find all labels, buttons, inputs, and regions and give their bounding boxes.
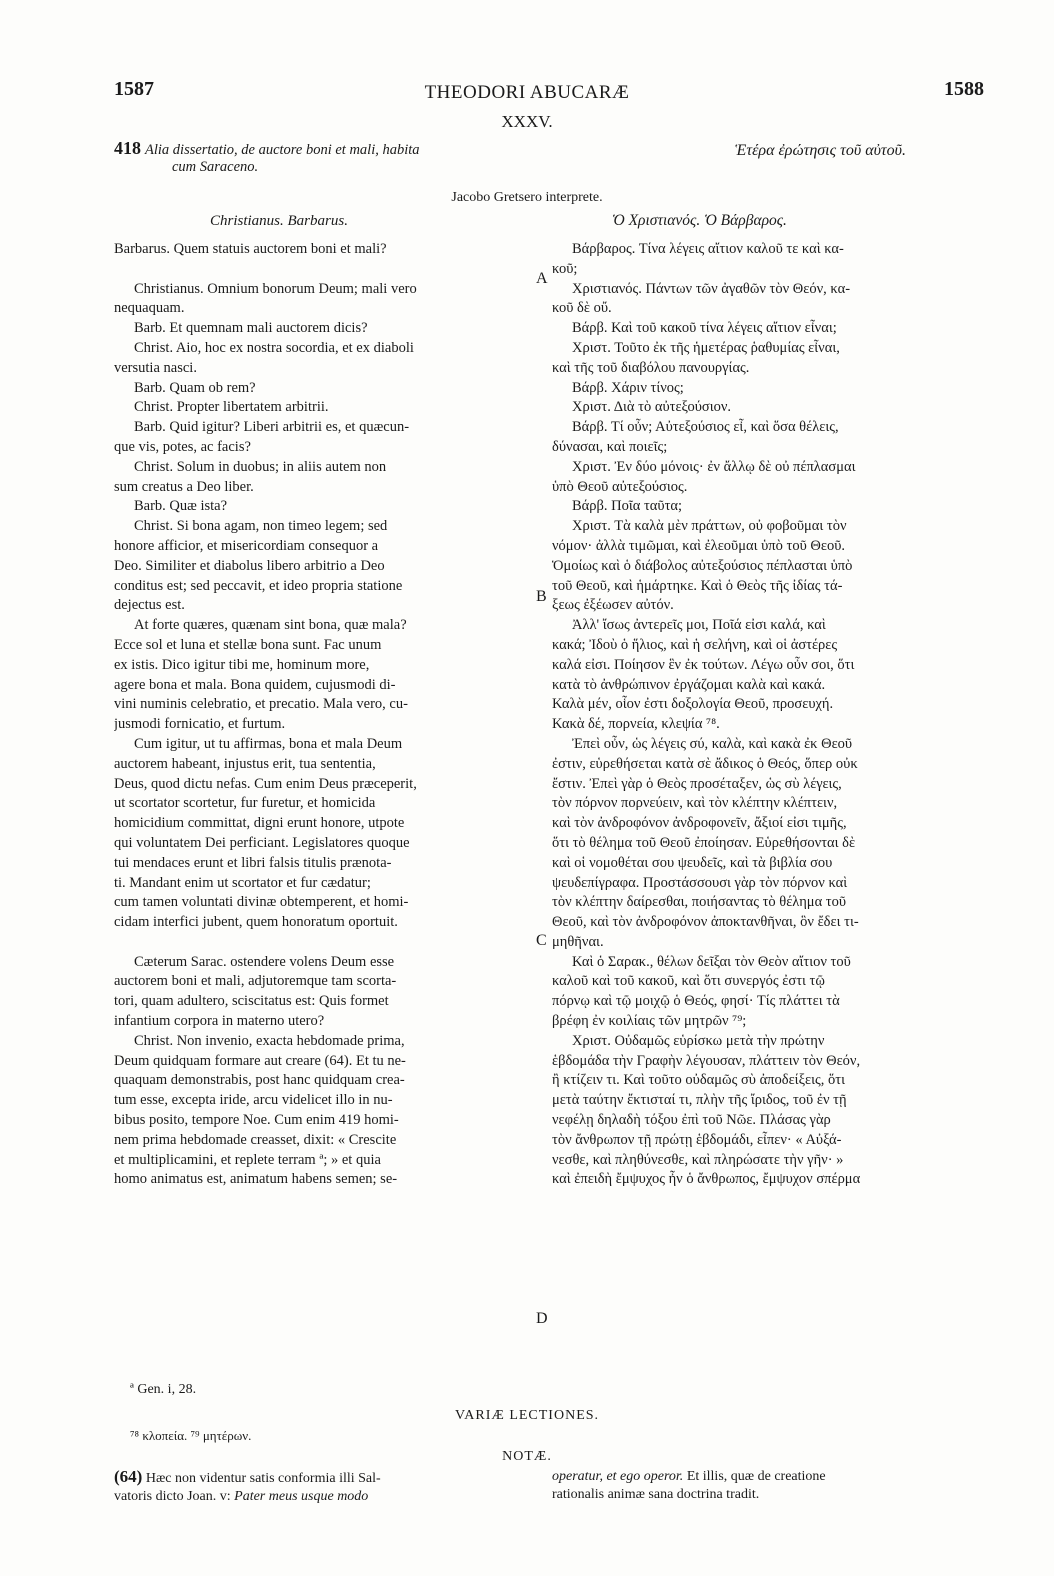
latin-text-line: ut scortator scortetur, fur furetur, et homicida [114, 795, 376, 812]
greek-text-line: κατὰ τὸ ἀνθρώπινον ἐργάζομαι καλὰ καὶ κακά. [552, 676, 826, 693]
greek-text-line: νόμον· ἀλλὰ τιμῶμαι, καὶ ἐλεοῦμαι ὑπὸ τοῦ Θεοῦ. [552, 537, 845, 554]
latin-text-line: Christ. Solum in duobus; in aliis autem non [134, 458, 387, 475]
greek-text-line: τὸν κλέπτην δαίρεσθαι, ποιήσαντας τὸ θέλημα τοῦ [552, 894, 847, 911]
latin-text-line: jusmodi fornicatio, et furtum. [114, 716, 286, 733]
greek-text-line: νεσθε, καὶ πληθύνεσθε, καὶ πληρώσατε τὴν γῆν· » [552, 1151, 844, 1168]
greek-text-line: ξεως ἐξέωσεν αὐτόν. [552, 597, 674, 614]
greek-text-line: ἐστιν, εὑρεθήσεται κατὰ σὲ ἄδικος ὁ Θεός, ὅπερ οὐκ [552, 755, 858, 772]
margin-letter-c: C [536, 932, 547, 949]
note-text-1: Hæc non videntur satis conformia illi Sal- [145, 1471, 381, 1486]
footnote: ª Gen. i, 28. [130, 1382, 197, 1397]
margin-letter-b: B [536, 588, 547, 605]
greek-text-line: ψευδεπίγραφα. Προστάσσουσι γὰρ τὸν πόρνον καὶ [552, 874, 848, 891]
margin-letter-d: D [536, 1310, 548, 1327]
latin-text-line: nequaquam. [114, 300, 185, 317]
note-text-4: rationalis animæ sana doctrina tradit. [552, 1487, 760, 1502]
latin-text-line: nem prima hebdomade creasset, dixit: « Crescite [114, 1131, 397, 1148]
latin-text-line: Christianus. Omnium bonorum Deum; mali vero [134, 280, 417, 297]
greek-text-line: Καὶ ὁ Σαρακ., θέλων δεῖξαι τὸν Θεὸν αἴτιον τοῦ [572, 953, 851, 970]
latin-text-line [114, 260, 532, 280]
note-text-2: vatoris dicto Joan. v: [114, 1489, 235, 1504]
greek-text-line: δύνασαι, καὶ ποιεῖς; [552, 438, 668, 455]
greek-text-line: ὑπὸ Θεοῦ αὐτεξούσιος. [552, 478, 688, 495]
latin-text-line: Christ. Non invenio, exacta hebdomade prima, [134, 1032, 405, 1049]
greek-text-line: μηθῆναι. [552, 933, 604, 950]
greek-text-line: καὶ οἱ νομοθέται σου ψευδεῖς, καὶ τὰ βιβλία σου [552, 854, 833, 871]
latin-text-line: cidam interfici jubent, quem honoratum oportuit. [114, 914, 398, 931]
greek-text-line: Χριστ. Τοῦτο ἐκ τῆς ἡμετέρας ῥαθυμίας εἶναι, [572, 339, 840, 356]
notae-title: NOTÆ. [502, 1449, 552, 1464]
greek-text-line: καὶ τῆς τοῦ διαβόλου πανουργίας. [552, 359, 750, 376]
latin-text-line: Christ. Aio, hoc ex nostra socordia, et ex diaboli [134, 339, 414, 356]
latin-text-line: infantium corpora in materno utero? [114, 1013, 325, 1030]
latin-text-line: agere bona et mala. Bona quidem, cujusmodi di- [114, 676, 396, 693]
latin-text-line: sum creatus a Deo liber. [114, 478, 254, 495]
greek-text-line: Χριστ. Ἐν δύο μόνοις· ἐν ἄλλῳ δὲ οὐ πέπλασμαι [572, 458, 856, 475]
greek-text-line: Βάρβ. Καὶ τοῦ κακοῦ τίνα λέγεις αἴτιον εἶναι; [572, 320, 837, 337]
note-text-3: Et illis, quæ de creatione [683, 1469, 826, 1484]
greek-text-line: βρέφη ἐν κοιλίαις τῶν μητρῶν ⁷⁹; [552, 1013, 747, 1030]
latin-text-line: homo animatus est, animatum habens semen; se- [114, 1171, 398, 1188]
latin-text-line: cum tamen voluntati divinæ obtemperent, et homi- [114, 894, 409, 911]
latin-text-line: tum esse, excepta iride, arcu videlicet illo in nu- [114, 1092, 393, 1109]
note-quote-1: Pater meus usque modo [234, 1489, 369, 1504]
latin-text-line: conditus est; sed peccavit, et ideo propria statione [114, 577, 403, 594]
greek-text-line: Χριστ. Τὰ καλὰ μὲν πράττων, οὐ φοβοῦμαι τὸν [572, 518, 847, 535]
latin-text-line: tui mendaces erunt et libri falsis titulis prænota- [114, 854, 392, 871]
greek-text-line: Κακὰ δέ, πορνεία, κλεψία ⁷⁸. [552, 716, 720, 733]
greek-text-line: Χριστ. Διὰ τὸ αὐτεξούσιον. [572, 399, 732, 416]
latin-text-line: Deus, quod dictu nefas. Cum enim Deus præceperit, [114, 775, 417, 792]
greek-text-line: κακά; Ἰδοὺ ὁ ἥλιος, καὶ ἡ σελήνη, καὶ οἱ ἀστέρες [552, 636, 838, 653]
running-header [0, 78, 1054, 108]
latin-subtitle [114, 140, 532, 176]
latin-text-line: qui voluntatem Dei perficiant. Legislatores quoque [114, 834, 410, 851]
greek-subtitle: Ἑτέρα ἐρώτησις τοῦ αὐτοῦ. [735, 142, 906, 159]
greek-text-line: Βάρβαρος. Τίνα λέγεις αἴτιον καλοῦ τε καὶ κα- [572, 241, 844, 257]
latin-text-line: Christ. Si bona agam, non timeo legem; sed [134, 518, 388, 535]
greek-text-line: τὸν πόρνον πορνεύειν, καὶ τὸν κλέπτην κλέπτειν, [552, 795, 838, 812]
greek-text-line: ἔστιν. Ἐπεὶ γὰρ ὁ Θεὸς προσέταξεν, ὡς σὺ λέγεις, [552, 775, 842, 792]
greek-text-line: καὶ ἐπειδὴ ἔμψυχος ἦν ὁ ἄνθρωπος, ἔμψυχον σπέρμα [552, 1171, 861, 1188]
latin-speakers: Christianus. Barbarus. [210, 213, 348, 229]
greek-column [552, 240, 966, 1190]
greek-text-line: ἑβδομάδα τὴν Γραφὴν λέγουσαν, πλάττειν τὸν Θεόν, [552, 1052, 861, 1069]
greek-text-line: Χριστιανός. Πάντων τῶν ἀγαθῶν τὸν Θεόν, κα- [572, 280, 851, 297]
latin-text-line: ti. Mandant enim ut scortator et fur cædatur; [114, 874, 371, 891]
latin-text-line: ex istis. Dico igitur tibi me, hominum more, [114, 656, 370, 673]
greek-text-line: κοῦ; [552, 260, 578, 277]
latin-text-line: Christ. Propter libertatem arbitrii. [134, 399, 329, 416]
latin-text-line: Cum igitur, ut tu affirmas, bona et mala Deum [134, 735, 403, 752]
margin-letter-a: A [536, 270, 548, 287]
latin-text-line [114, 933, 532, 953]
greek-speakers: Ὁ Χριστιανός. Ὁ Βάρβαρος. [612, 212, 787, 229]
greek-text-line: ὅτι τὸ θέλημα τοῦ Θεοῦ ἐποίησαν. Εὑρεθήσονται δὲ [552, 834, 856, 851]
note-marker: (64) [114, 1467, 143, 1486]
latin-column [114, 240, 532, 1190]
interpreter-line: Jacobo Gretsero interprete. [451, 190, 603, 205]
latin-text-line: dejectus est. [114, 597, 185, 614]
latin-text-line: Cæterum Sarac. ostendere volens Deum esse [134, 953, 395, 970]
greek-text-line: καλά εἰσι. Ποίησον ἓν ἐκ τούτων. Λέγω οὖν σοι, ὅτι [552, 656, 855, 673]
latin-text-line: Barb. Quam ob rem? [134, 379, 256, 396]
note-right [552, 1468, 966, 1504]
latin-text-line: homicidium committat, digni erunt honore, utpote [114, 815, 405, 832]
latin-text-line: Barb. Quid igitur? Liberi arbitrii es, et quæcun- [134, 419, 410, 436]
greek-text-line: Βάρβ. Χάριν τίνος; [572, 379, 684, 396]
greek-text-line: κοῦ δὲ οὔ. [552, 300, 612, 317]
page-number-left: 1587 [114, 78, 154, 100]
greek-text-line: Ἐπεὶ οὖν, ὡς λέγεις σύ, καλὰ, καὶ κακὰ ἐκ Θεοῦ [572, 735, 853, 752]
greek-text-line: νεφέλῃ δηλαδὴ τόξου ἐπὶ τοῦ Νῶε. Πλάσας γὰρ [552, 1112, 831, 1129]
variae-lectiones-title: VARIÆ LECTIONES. [454, 1408, 600, 1423]
latin-text-line: et multiplicamini, et replete terram ª; » et quia [114, 1151, 381, 1168]
greek-text-line: καλοῦ καὶ τοῦ κακοῦ, καὶ ὅτι συνεργός ἐστι τῷ [552, 973, 825, 990]
note-quote-2: operatur, et ego operor. [552, 1469, 684, 1484]
running-title: THEODORI ABUCARÆ [424, 82, 630, 103]
variae-lectiones-text: ⁷⁸ κλοπεία. ⁷⁹ μητέρων. [130, 1428, 252, 1443]
greek-text-line: ἢ κτίζειν τι. Καὶ τοῦτο οὐδαμῶς σὺ ἀποδείξεις, ὅτι [552, 1072, 845, 1089]
latin-text-line: vini numinis celebratio, et precatio. Mala vero, cu- [114, 696, 408, 713]
greek-text-line: Χριστ. Οὐδαμῶς εὑρίσκω μετὰ τὴν πρώτην [572, 1032, 825, 1049]
latin-text-line: Barb. Et quemnam mali auctorem dicis? [134, 320, 368, 337]
section-number: XXXV. [501, 112, 553, 131]
greek-text-line: Καλὰ μέν, οἷον ἐστι δοξολογία Θεοῦ, προσευχή. [552, 696, 834, 713]
latin-text-line: honore afficior, et misericordiam consequor a [114, 537, 379, 554]
greek-text-line: τὸν ἄνθρωπον τῇ πρώτῃ ἑβδομάδι, εἶπεν· « Αὐξά- [552, 1131, 842, 1148]
latin-subtitle-line1: Alia dissertatio, de auctore boni et mali, habita [145, 142, 420, 158]
greek-text-line: Ὁμοίως καὶ ὁ διάβολος αὐτεξούσιος πέπλασται ὑπὸ [552, 557, 853, 574]
latin-text-line: Barbarus. Quem statuis auctorem boni et mali? [114, 241, 387, 257]
greek-text-line: Βάρβ. Τί οὖν; Αὐτεξούσιος εἶ, καὶ ὅσα θέλεις, [572, 419, 839, 436]
greek-text-line: Ἀλλ' ἴσως ἀντερεῖς μοι, Ποῖά εἰσι καλά, καὶ [572, 617, 826, 634]
greek-text-line: τοῦ Θεοῦ, καὶ ἡμάρτηκε. Καὶ ὁ Θεὸς τῆς ἰδίας τά- [552, 577, 843, 594]
greek-text-line: καὶ τὸν ἀνδροφόνον ἀνδροφονεῖν, ἄξιοί εἰσι τιμῆς, [552, 815, 847, 832]
latin-text-line: Deo. Similiter et diabolus libero arbitrio a Deo [114, 557, 385, 574]
latin-text-line: tori, quam adultero, sciscitatus est: Quis formet [114, 993, 389, 1010]
latin-text-line: At forte quæres, quænam sint bona, quæ mala? [134, 617, 407, 634]
column-marker: 418 [114, 138, 141, 158]
latin-text-line: versutia nasci. [114, 359, 197, 376]
note-left [114, 1468, 534, 1506]
latin-subtitle-line2: cum Saraceno. [172, 159, 259, 175]
greek-text-line: Βάρβ. Ποῖα ταῦτα; [572, 498, 683, 515]
latin-text-line: Barb. Quæ ista? [134, 498, 228, 515]
latin-text-line: bibus posito, tempore Noe. Cum enim 419 homi- [114, 1112, 399, 1129]
latin-text-line: que vis, potes, ac facis? [114, 438, 251, 455]
latin-text-line: auctorem boni et mali, adjutoremque tam scorta- [114, 973, 397, 990]
greek-text-line: πόρνῳ καὶ τῷ μοιχῷ ὁ Θεός, φησί· Τίς πλάττει τὰ [552, 993, 840, 1010]
greek-text-line: Θεοῦ, καὶ τὸν ἀνδροφόνον ἀποκτανθῆναι, ὃν ἔδει τι- [552, 914, 859, 931]
page-number-right: 1588 [944, 78, 984, 100]
latin-text-line: quaquam demonstrabis, post hanc quidquam crea- [114, 1072, 405, 1089]
latin-text-line: auctorem habeant, injustus erit, tua sententia, [114, 755, 376, 772]
latin-text-line: Deum quidquam formare aut creare (64). Et tu ne- [114, 1052, 406, 1069]
latin-text-line: Ecce sol et luna et stellæ bona sunt. Fac unum [114, 636, 382, 653]
greek-text-line: μετὰ ταύτην ἔκτισταί τι, πλὴν τῆς ἴριδος, τοῦ ἐν τῇ [552, 1092, 847, 1109]
